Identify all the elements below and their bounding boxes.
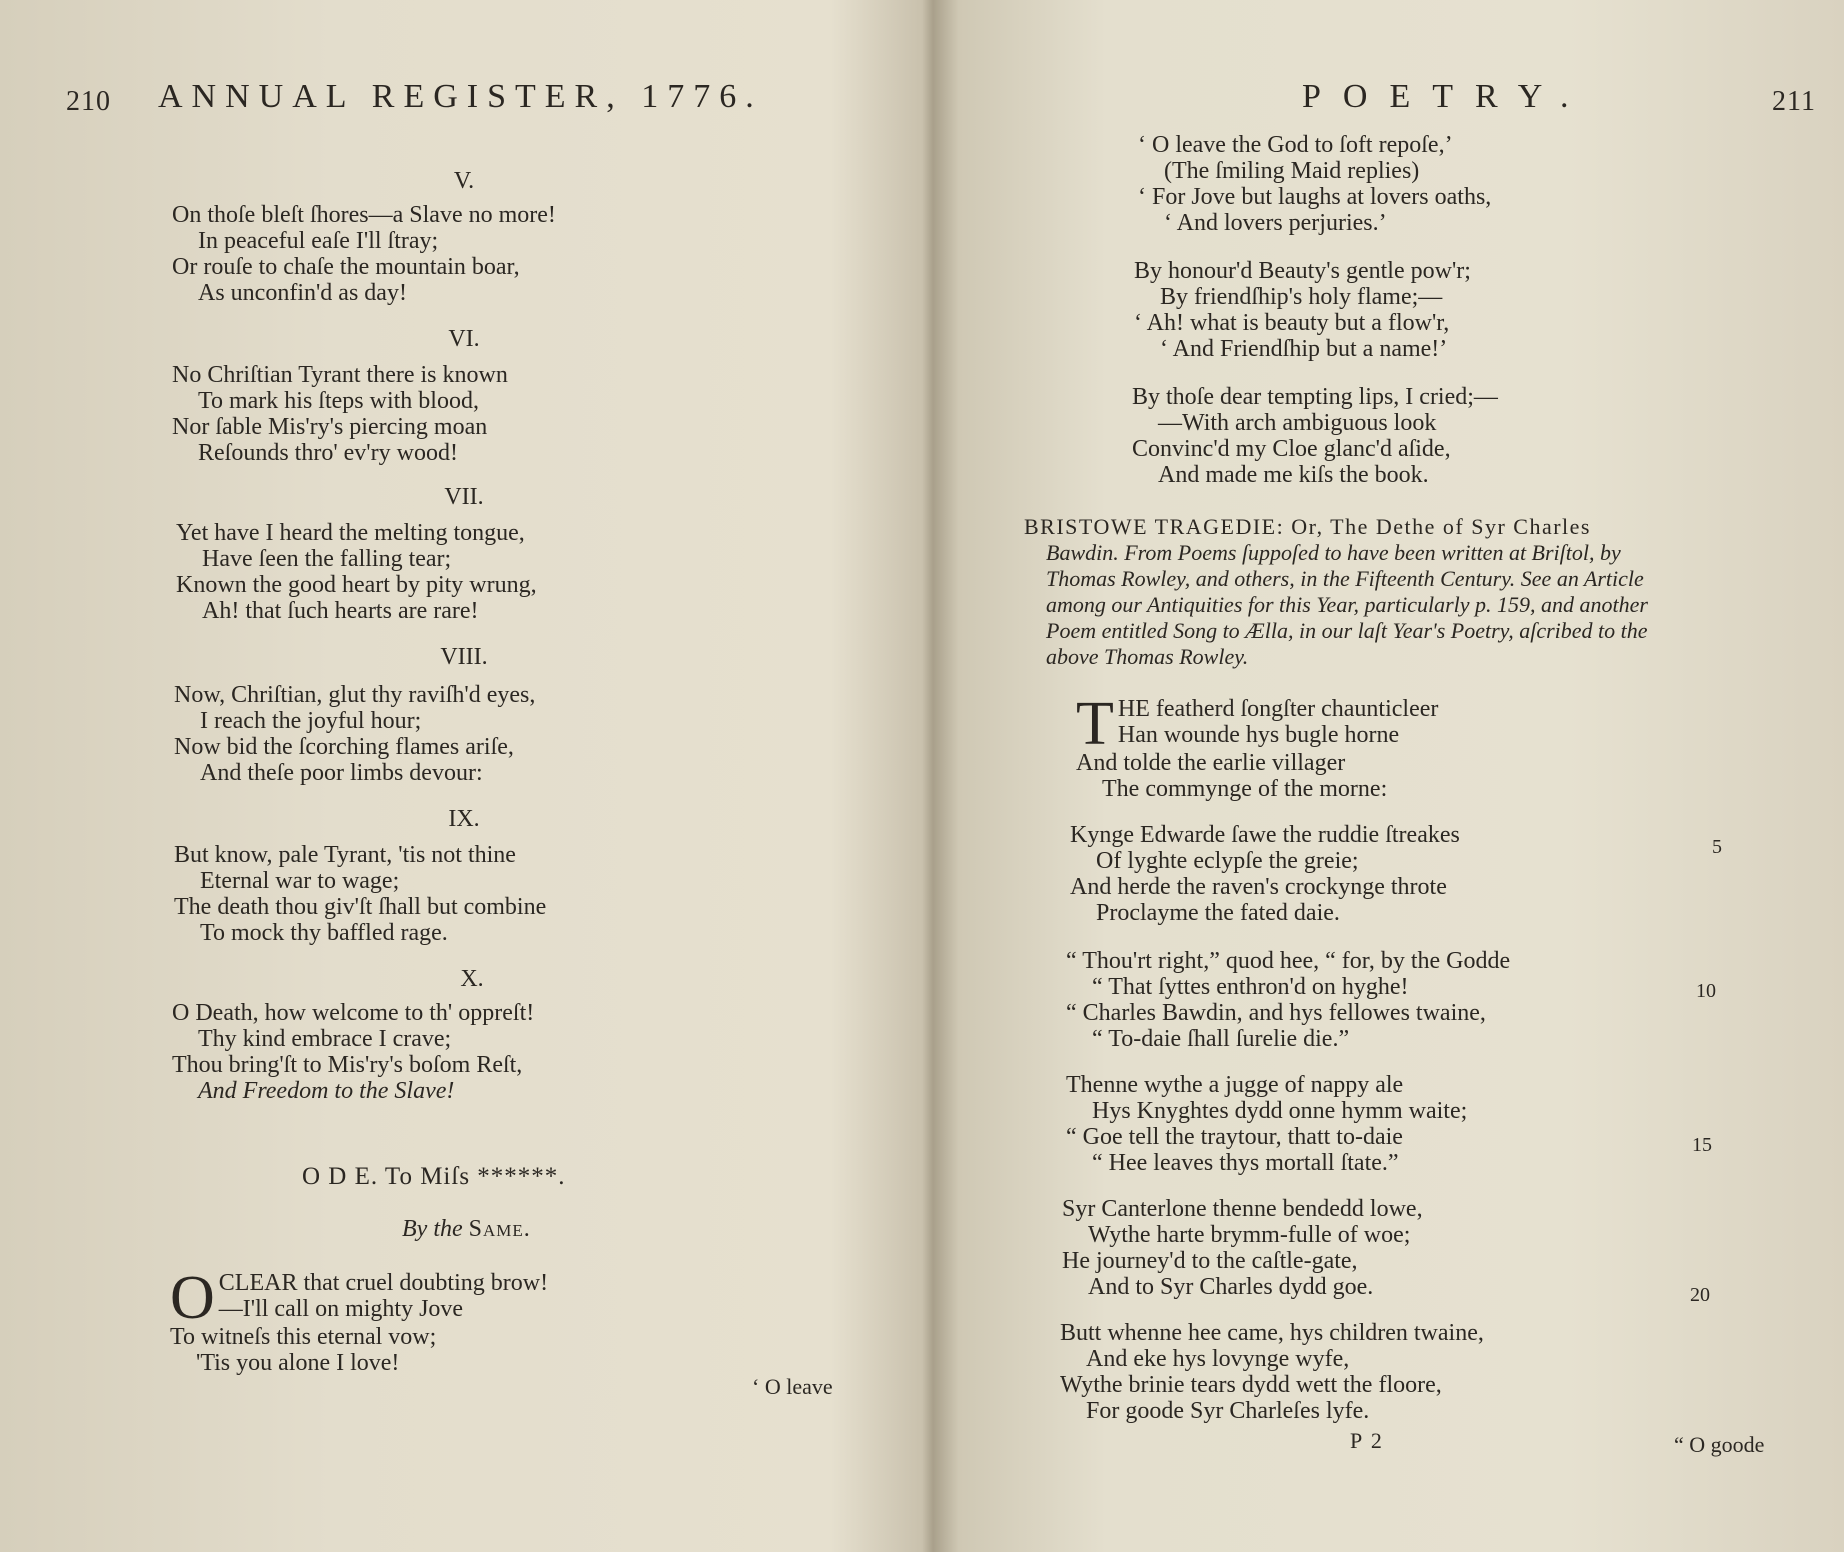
stanza — [1066, 948, 1510, 1052]
verse-line: “ Thou'rt right,” quod hee, “ for, by the Godde — [1066, 948, 1511, 974]
verse-line: Wythe harte brymm-fulle of woe; — [1088, 1222, 1411, 1248]
verse-line: “ Goe tell the traytour, thatt to-daie — [1066, 1124, 1403, 1150]
verse-line: In peaceful eaſe I'll ſtray; — [198, 228, 439, 254]
verse-line: And eke hys lovynge wyfe, — [1086, 1346, 1350, 1372]
verse-line: To witneſs this eternal vow; — [170, 1324, 437, 1350]
stanza-numeral: VI. — [448, 326, 480, 352]
stanza — [174, 842, 546, 946]
verse-line: Now, Chriſtian, glut thy raviſh'd eyes, — [174, 682, 536, 708]
byline-prefix: By the — [402, 1216, 463, 1242]
verse-line: Now bid the ſcorching flames ariſe, — [174, 734, 514, 760]
verse-line: Reſounds thro' ev'ry wood! — [198, 440, 458, 466]
verse-line: I reach the joyful hour; — [200, 708, 422, 734]
heading-line: among our Antiquities for this Year, particularly p. 159, and another — [1046, 592, 1648, 617]
verse-line: For goode Syr Charleſes lyfe. — [1086, 1398, 1370, 1424]
verse-line: By thoſe dear tempting lips, I cried;— — [1132, 384, 1498, 410]
stanza — [1066, 1072, 1467, 1176]
stanza — [1138, 132, 1491, 236]
verse-line: ‘ O leave the God to ſoft repoſe,’ — [1138, 132, 1453, 158]
catchword: ‘ O leave — [752, 1374, 833, 1399]
line-number: 15 — [1692, 1134, 1712, 1156]
verse-line: HE featherd ſongſter chaunticleer — [1117, 696, 1439, 722]
verse-line: Proclayme the fated daie. — [1096, 900, 1340, 926]
stanza — [174, 682, 535, 786]
verse-line: By honour'd Beauty's gentle pow'r; — [1134, 258, 1471, 284]
verse-line: On thoſe bleſt ſhores—a Slave no more! — [172, 202, 556, 228]
line-number: 10 — [1696, 980, 1716, 1002]
verse-line: The death thou giv'ſt ſhall but combine — [174, 894, 547, 920]
verse-line: 'Tis you alone I love! — [196, 1350, 400, 1376]
verse-line: Hys Knyghtes dydd onne hymm waite; — [1092, 1098, 1468, 1124]
stanza-numeral: X. — [460, 966, 484, 992]
verse-line: Kynge Edwarde ſawe the ruddie ſtreakes — [1070, 822, 1460, 848]
stanza — [176, 520, 537, 624]
catchword: “ O goode — [1674, 1432, 1765, 1457]
verse-line: —With arch ambiguous look — [1158, 410, 1437, 436]
verse-line: To mark his ſteps with blood, — [198, 388, 479, 414]
verse-line: Of lyghte eclypſe the greie; — [1096, 848, 1359, 874]
stanza-numeral: VIII. — [440, 644, 488, 670]
stanza — [172, 362, 508, 466]
heading-line: Poem entitled Song to Ælla, in our laſt Year's Poetry, aſcribed to the — [1046, 618, 1648, 643]
verse-line: And made me kiſs the book. — [1158, 462, 1429, 488]
verse-line: And theſe poor limbs devour: — [200, 760, 483, 786]
stanza — [172, 202, 556, 306]
verse-line: —I'll call on mighty Jove — [218, 1296, 464, 1322]
stanza — [172, 1000, 534, 1104]
stanza-numeral: VII. — [444, 484, 484, 510]
verse-line: Convinc'd my Cloe glanc'd aſide, — [1132, 436, 1451, 462]
verse-line: Yet have I heard the melting tongue, — [176, 520, 525, 546]
verse-line: ‘ And Friendſhip but a name!’ — [1160, 336, 1448, 362]
drop-cap: T — [1076, 690, 1114, 758]
verse-line: Ah! that ſuch hearts are rare! — [202, 598, 479, 624]
verse-line: No Chriſtian Tyrant there is known — [172, 362, 508, 388]
verse-line: Thy kind embrace I crave; — [198, 1026, 452, 1052]
signature-mark: P 2 — [1350, 1428, 1384, 1453]
verse-line: “ That ſyttes enthron'd on hyghe! — [1092, 974, 1409, 1000]
verse-line: “ Hee leaves thys mortall ſtate.” — [1092, 1150, 1399, 1176]
stanza — [1132, 384, 1498, 488]
stanza — [1134, 258, 1471, 362]
verse-line: Syr Canterlone thenne bendedd lowe, — [1062, 1196, 1423, 1222]
verse-line: Eternal war to wage; — [200, 868, 400, 894]
heading-line: above Thomas Rowley. — [1046, 644, 1249, 669]
verse-line: By friendſhip's holy flame;— — [1160, 284, 1443, 310]
verse-line: Butt whenne hee came, hys children twaine, — [1060, 1320, 1484, 1346]
verse-line: (The ſmiling Maid replies) — [1164, 158, 1420, 184]
running-header: POETRY. — [1302, 78, 1591, 115]
verse-line: He journey'd to the caſtle-gate, — [1062, 1248, 1358, 1274]
verse-line: O Death, how welcome to th' oppreſt! — [172, 1000, 535, 1026]
verse-line: Nor ſable Mis'ry's piercing moan — [172, 414, 488, 440]
heading-line: Bawdin. From Poems ſuppoſed to have been written at Briſtol, by — [1046, 540, 1621, 565]
verse-line: Known the good heart by pity wrung, — [176, 572, 537, 598]
verse-line: As unconfin'd as day! — [198, 280, 407, 306]
ode-title: O D E. To Miſs ******. — [302, 1163, 566, 1190]
verse-line: Or rouſe to chaſe the mountain boar, — [172, 254, 520, 280]
verse-line: Thenne wythe a jugge of nappy ale — [1066, 1072, 1404, 1098]
verse-line: The commynge of the morne: — [1102, 776, 1388, 802]
drop-cap: O — [170, 1264, 215, 1332]
line-number: 20 — [1690, 1284, 1710, 1306]
stanza-numeral: V. — [453, 168, 475, 194]
verse-line: Have ſeen the falling tear; — [202, 546, 452, 572]
stanza — [1062, 1196, 1423, 1300]
heading-line: Thomas Rowley, and others, in the Fifteenth Century. See an Article — [1046, 566, 1644, 591]
ode-byline — [402, 1216, 531, 1242]
verse-line: And tolde the earlie villager — [1076, 750, 1346, 776]
page-number: 210 — [66, 86, 111, 117]
verse-line: Wythe brinie tears dydd wett the floore, — [1060, 1372, 1442, 1398]
bristowe-heading — [1024, 514, 1814, 670]
verse-line: And herde the raven's crockynge throte — [1070, 874, 1447, 900]
verse-line: And Freedom to the Slave! — [198, 1078, 455, 1104]
line-number: 5 — [1712, 836, 1722, 858]
verse-line: CLEAR that cruel doubting brow! — [218, 1270, 549, 1296]
verse-line: But know, pale Tyrant, 'tis not thine — [174, 842, 516, 868]
stanza-numeral: IX. — [448, 806, 480, 832]
verse-line: ‘ For Jove but laughs at lovers oaths, — [1138, 184, 1492, 210]
verse-line: “ To-daie ſhall ſurelie die.” — [1092, 1026, 1350, 1052]
verse-line: To mock thy baffled rage. — [200, 920, 448, 946]
verse-line: Han wounde hys bugle horne — [1117, 722, 1400, 748]
stanza — [1060, 1320, 1484, 1424]
page-number: 211 — [1772, 86, 1816, 117]
ode-stanza — [170, 1264, 650, 1376]
verse-line: ‘ Ah! what is beauty but a flow'r, — [1134, 310, 1450, 336]
byline-name: Same. — [468, 1216, 531, 1242]
running-header: ANNUAL REGISTER, 1776. — [158, 78, 763, 115]
heading-line: BRISTOWE TRAGEDIE: Or, The Dethe of Syr Charles — [1024, 514, 1591, 539]
right-page — [958, 0, 1844, 1552]
verse-line: “ Charles Bawdin, and hys fellowes twaine, — [1066, 1000, 1486, 1026]
stanza — [1076, 690, 1596, 802]
stanza — [1070, 822, 1460, 926]
verse-line: And to Syr Charles dydd goe. — [1088, 1274, 1374, 1300]
verse-line: ‘ And lovers perjuries.’ — [1164, 210, 1387, 236]
verse-line: Thou bring'ſt to Mis'ry's boſom Reſt, — [172, 1052, 523, 1078]
